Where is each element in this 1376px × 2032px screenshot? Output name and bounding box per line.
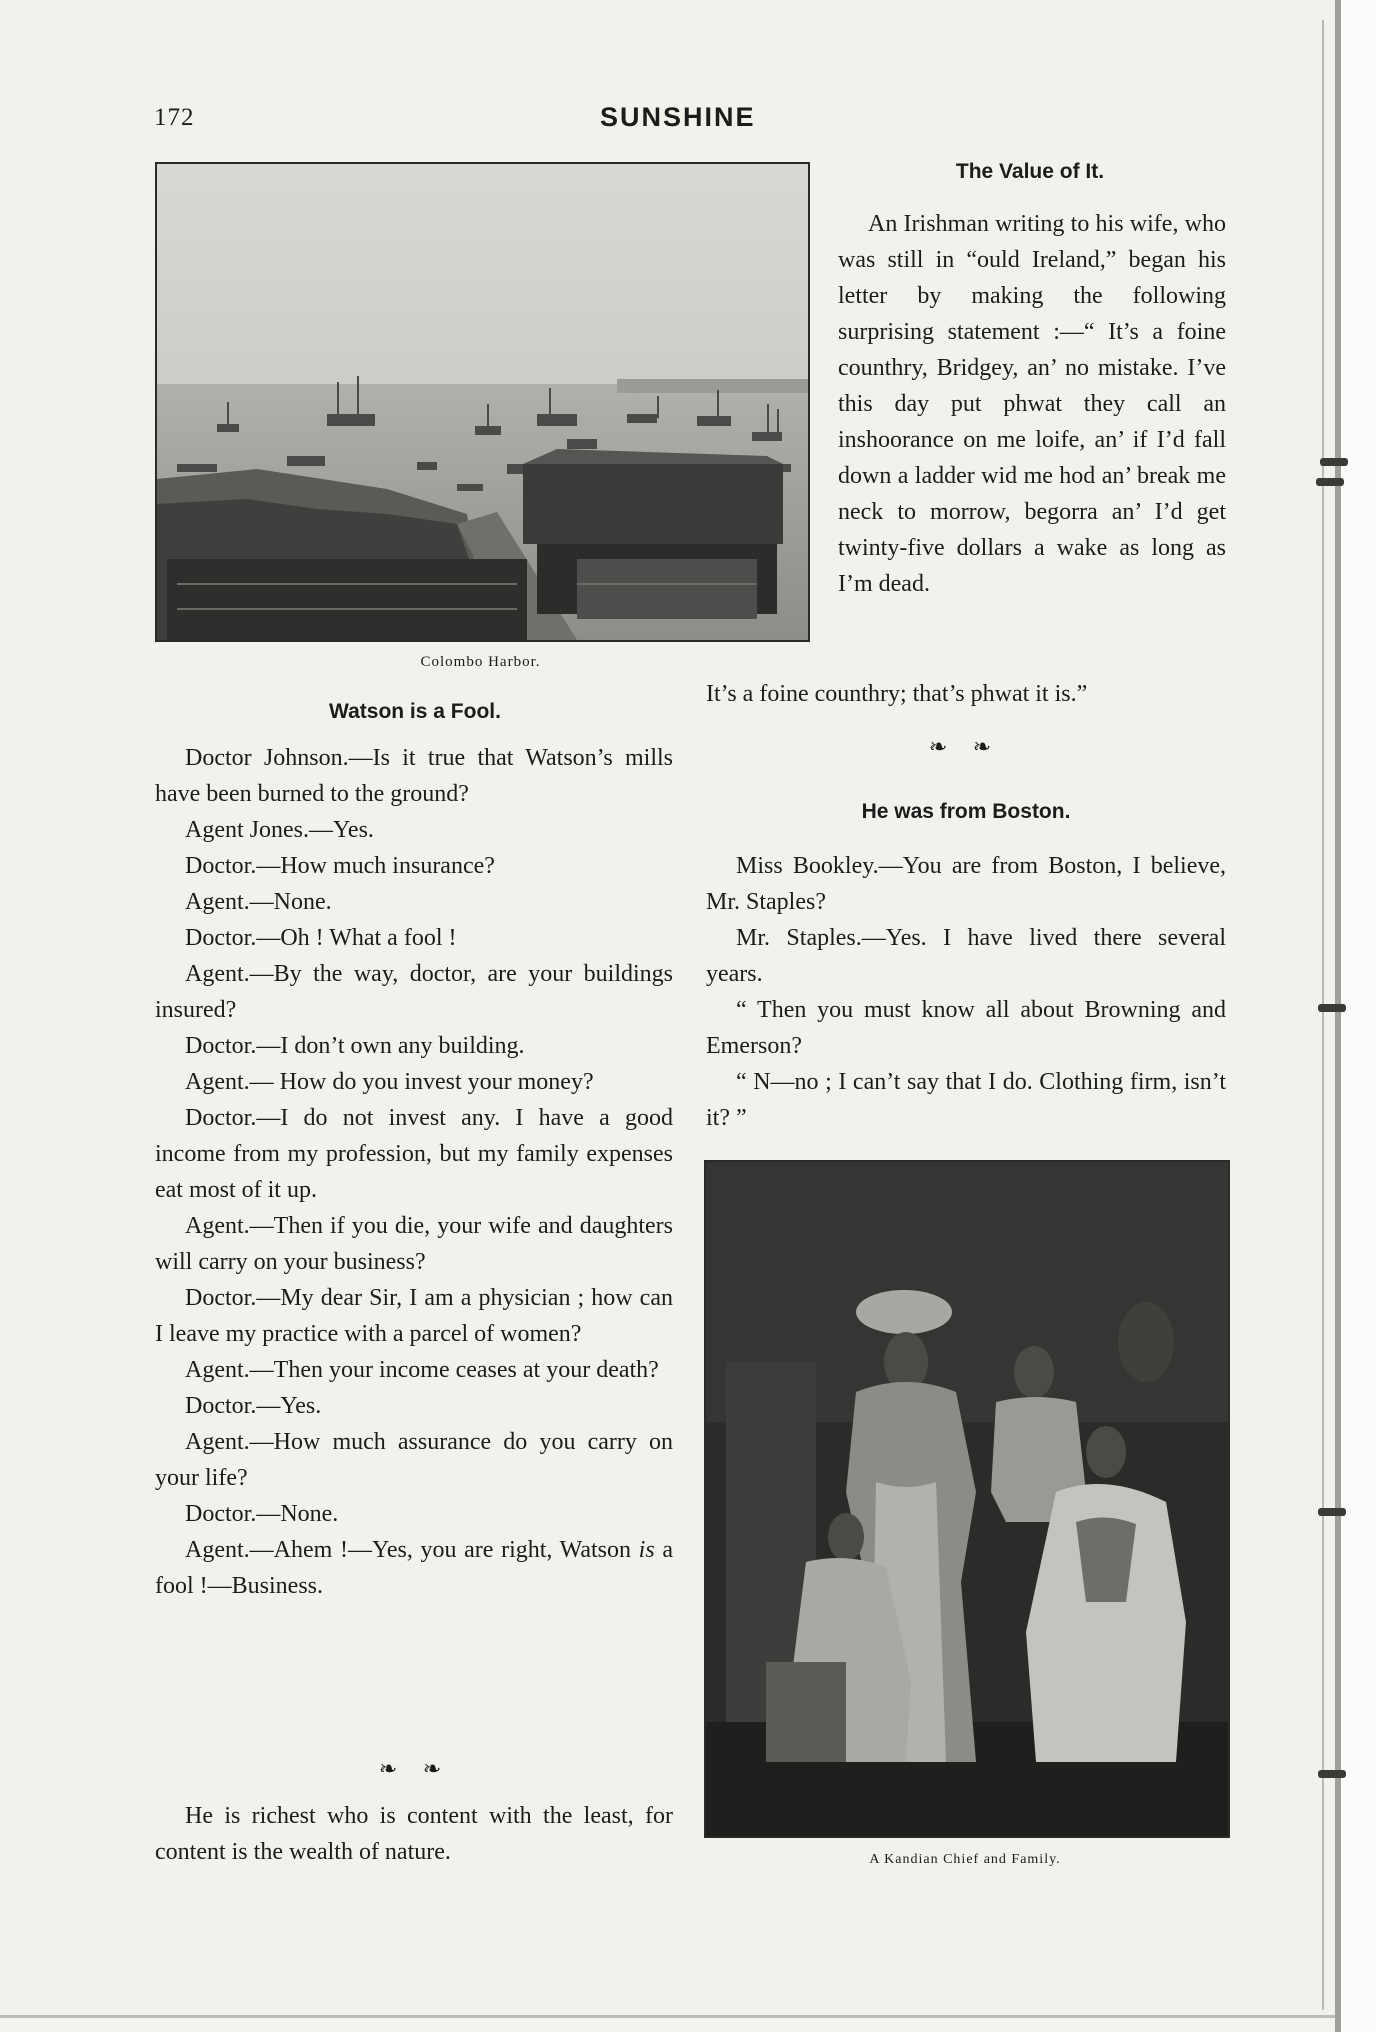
bottom-page-edge	[0, 2015, 1335, 2018]
staple	[1316, 478, 1344, 486]
watson-line: Agent Jones.—Yes.	[185, 817, 374, 843]
value-of-it-closing	[706, 676, 1226, 712]
watson-line: Agent.— How do you invest your money?	[185, 1069, 594, 1095]
watson-line: Agent.—How much assurance do you carry on your life?	[155, 1429, 673, 1491]
boston-line: “ N—no ; I can’t say that I do. Clothing firm, isn’t it? ”	[706, 1069, 1226, 1131]
watson-dialogue	[155, 740, 673, 1604]
maxim	[155, 1798, 673, 1870]
heading-from-boston: He was from Boston.	[861, 800, 1071, 823]
watson-line: Doctor.—I don’t own any building.	[185, 1033, 525, 1059]
heading-watson: Watson is a Fool.	[329, 700, 501, 723]
staple	[1318, 1770, 1346, 1778]
watson-line: Doctor Johnson.—Is it true that Watson’s mills have been burned to the ground?	[155, 745, 673, 807]
watson-line: Doctor.—Yes.	[185, 1393, 322, 1419]
ornament-divider: ❧ ❧	[378, 1756, 452, 1781]
colombo-harbor-photo	[155, 162, 810, 642]
value-of-it-paragraph	[838, 206, 1226, 602]
boston-dialogue	[706, 848, 1226, 1136]
boston-line: “ Then you must know all about Browning and Emerson?	[706, 997, 1226, 1059]
watson-final-tail: a fool !—Business.	[155, 1537, 673, 1599]
watson-line: Doctor.—I do not invest any. I have a good income from my profession, but my family expenses eat most of it up.	[155, 1105, 673, 1203]
watson-line: Doctor.—None.	[185, 1501, 339, 1527]
watson-final-line	[155, 1532, 673, 1604]
page-number: 172	[154, 104, 195, 131]
running-head: SUNSHINE	[600, 102, 756, 132]
watson-line: Doctor.—Oh ! What a fool !	[185, 925, 457, 951]
heading-value-of-it: The Value of It.	[955, 160, 1105, 183]
ornament-divider: ❧ ❧	[928, 734, 1002, 759]
colombo-harbor-caption: Colombo Harbor.	[420, 654, 541, 670]
watson-line: Agent.—None.	[185, 889, 332, 915]
watson-line: Agent.—Then your income ceases at your death?	[185, 1357, 659, 1383]
watson-line: Doctor.—My dear Sir, I am a physician ; how can I leave my practice with a parcel of women?	[155, 1285, 673, 1347]
maxim-text: He is richest who is content with the least, for content is the wealth of nature.	[155, 1803, 673, 1865]
value-of-it-text: An Irishman writing to his wife, who was still in “ould Ireland,” began his letter by making the following surprising statement :—“ It’s a foine counthry, Bridgey, an’ no mistake. I’ve this day put phwat they call an inshoorance on me loife, an’ if I’d fall down a ladder wid me hod an’ break me neck to morrow, begorra an’ I’d get twinty-five dollars a wake as long as I’m dead.	[838, 211, 1226, 597]
page-margin-strip	[1341, 0, 1376, 2032]
boston-line: Miss Bookley.—You are from Boston, I believe, Mr. Staples?	[706, 853, 1226, 915]
staple	[1318, 1508, 1346, 1516]
watson-line: Agent.—Then if you die, your wife and daughters will carry on your business?	[155, 1213, 673, 1275]
boston-line: Mr. Staples.—Yes. I have lived there several years.	[706, 925, 1226, 987]
staple	[1320, 458, 1348, 466]
kandian-chief-caption: A Kandian Chief and Family.	[869, 1852, 1061, 1867]
staple	[1318, 1004, 1346, 1012]
watson-final-text: Agent.—Ahem !—Yes, you are right, Watson	[185, 1537, 639, 1563]
watson-line: Agent.—By the way, doctor, are your buildings insured?	[155, 961, 673, 1023]
watson-final-italic: is	[638, 1537, 655, 1563]
kandian-chief-photo	[704, 1160, 1230, 1838]
binding-rule	[1322, 20, 1324, 2010]
value-of-it-closing-text: It’s a foine counthry; that’s phwat it is.”	[706, 681, 1088, 707]
watson-line: Doctor.—How much insurance?	[185, 853, 495, 879]
